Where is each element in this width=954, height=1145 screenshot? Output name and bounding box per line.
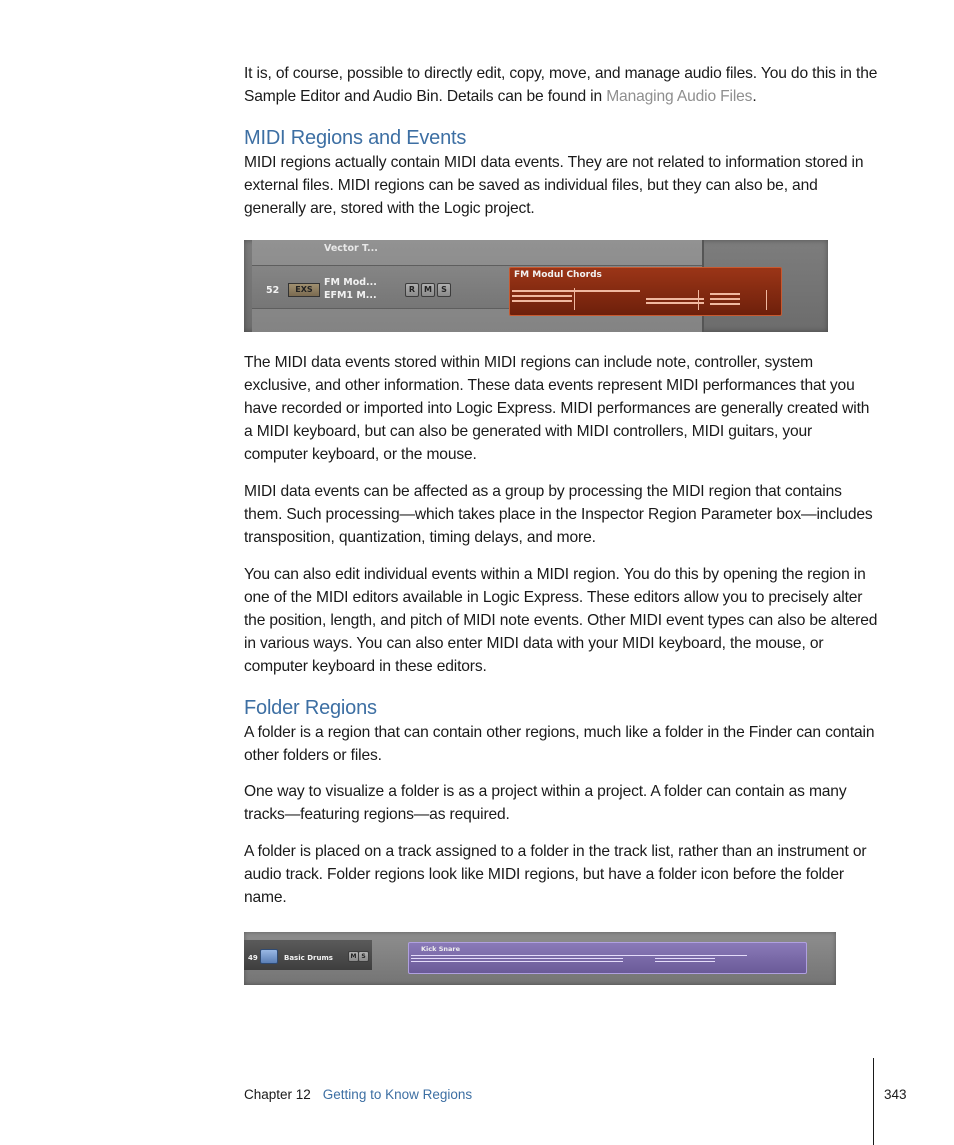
note-event	[710, 298, 740, 300]
managing-audio-files-link[interactable]: Managing Audio Files	[606, 88, 753, 105]
folder-mute-button[interactable]: M	[348, 951, 359, 962]
midi-region[interactable]	[509, 267, 782, 316]
controller-event	[574, 288, 575, 310]
note-event	[646, 302, 704, 304]
folder-regions-heading: Folder Regions	[244, 697, 377, 719]
note-event	[512, 300, 572, 302]
note-event	[512, 290, 640, 292]
folder-icon	[260, 949, 278, 964]
folder-track-number: 49	[248, 954, 258, 962]
instrument-icon: EXS	[288, 283, 320, 297]
midi-paragraph-3: MIDI data events can be affected as a group by processing the MIDI region that contains them. Such processing—which takes place in the Inspector Region Parameter box—includes transposition, quantization, timing delays, and more.	[244, 483, 873, 546]
record-button[interactable]: R	[405, 283, 419, 297]
intro-text: It is, of course, possible to directly edit, copy, move, and manage audio files. You do this in the Sample Editor and Audio Bin. Details can be found in	[244, 65, 878, 105]
note-event	[655, 961, 715, 962]
track-name-line2: EFM1 M...	[324, 290, 377, 301]
midi-paragraph-1: MIDI regions actually contain MIDI data events. They are not related to information stored in external files. MIDI regions can be saved as individual files, but they can also be, and generally are, stored with the Logic project.	[244, 154, 864, 217]
controller-event	[698, 290, 699, 310]
folder-track-name: Basic Drums	[284, 954, 333, 962]
note-event	[655, 958, 715, 959]
midi-paragraph-2: The MIDI data events stored within MIDI regions can include note, controller, system exclusive, and other information. These data events represent MIDI performances that you have recorded or imported into Logic Express. MIDI performances are generally created with a MIDI keyboard, but can also be generated with MIDI controllers, MIDI guitars, your computer keyboard, or the mouse.	[244, 354, 870, 463]
controller-event	[766, 290, 767, 310]
folder-paragraph-3: A folder is placed on a track assigned to a folder in the track list, rather than an instrument or audio track. Folder regions look like MIDI regions, but have a folder icon before the folder name.	[244, 843, 867, 906]
intro-paragraph: It is, of course, possible to directly edit, copy, move, and manage audio files. You do this in the Sample Editor and Audio Bin. Details can be found in Managing Audio Files.	[244, 65, 878, 105]
midi-regions-heading: MIDI Regions and Events	[244, 127, 467, 149]
note-event	[411, 958, 623, 959]
midi-paragraph-4: You can also edit individual events within a MIDI region. You do this by opening the region in one of the MIDI editors available in Logic Express. These editors allow you to precisely alter the position, length, and pitch of MIDI note events. Other MIDI event types can also be altered in various ways. You can also enter MIDI data with your MIDI keyboard, the mouse, or computer keyboard in these editors.	[244, 566, 878, 675]
note-event	[646, 298, 704, 300]
track-number: 52	[266, 285, 280, 296]
note-event	[710, 293, 740, 295]
page-number: 343	[884, 1087, 907, 1102]
track-name-line1: FM Mod...	[324, 277, 377, 288]
mute-button[interactable]: M	[421, 283, 435, 297]
folder-region-name: Kick Snare	[421, 945, 461, 953]
note-event	[710, 303, 740, 305]
note-event	[411, 961, 623, 962]
folder-solo-button[interactable]: S	[358, 951, 369, 962]
note-event	[512, 295, 572, 297]
prev-track-name: Vector T...	[324, 243, 378, 254]
folder-paragraph-1: A folder is a region that can contain other regions, much like a folder in the Finder can contain other folders or files.	[244, 724, 875, 764]
midi-region-name: FM Modul Chords	[514, 270, 602, 280]
chapter-label: Chapter 12	[244, 1087, 311, 1102]
footer-divider	[873, 1058, 874, 1145]
chapter-title: Getting to Know Regions	[322, 1087, 473, 1102]
footer	[244, 1086, 472, 1104]
folder-paragraph-2: One way to visualize a folder is as a project within a project. A folder can contain as many tracks—featuring regions—as required.	[244, 783, 847, 823]
note-event	[411, 955, 747, 956]
solo-button[interactable]: S	[437, 283, 451, 297]
folder-region[interactable]	[408, 942, 807, 974]
